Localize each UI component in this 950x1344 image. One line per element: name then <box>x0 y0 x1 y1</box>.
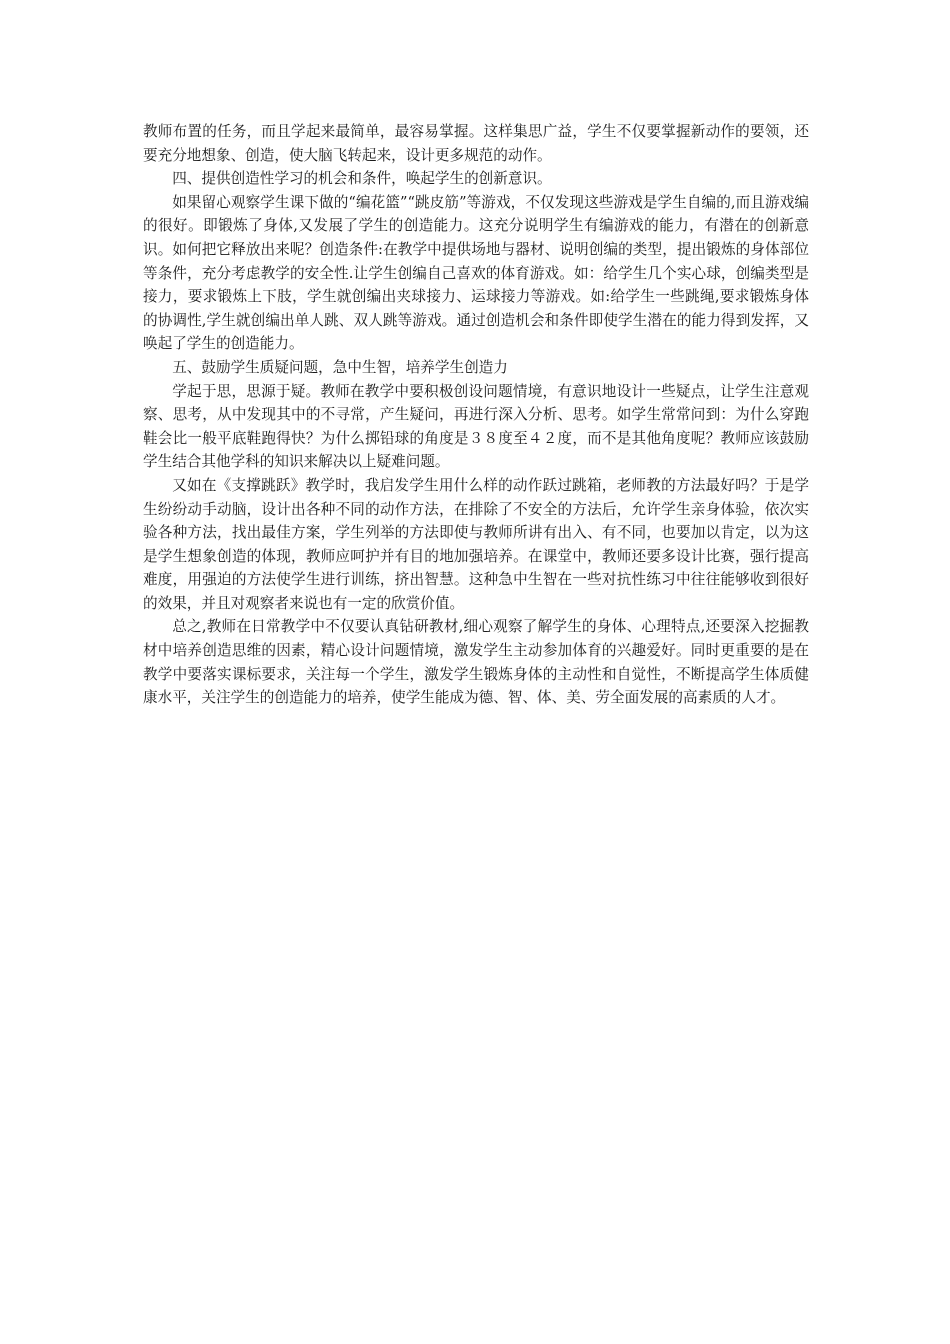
paragraph: 又如在《支撑跳跃》教学时，我启发学生用什么样的动作跃过跳箱，老师教的方法最好吗？于是学生纷纷动手动脑，设计出各种不同的动作方法，在排除了不安全的方法后，允许学生亲身体验，依次实验各种方法，找出最佳方案，学生列举的方法即使与教师所讲有出入、有不同，也要加以肯定，以为这是学生想象创造的体现，教师应呵护并有目的地加强培养。在课堂中，教师还要多设计比赛，强行提高难度，用强迫的方法使学生进行训练，挤出智慧。这种急中生智在一些对抗性练习中往往能够收到很好的效果，并且对观察者来说也有一定的欣赏价值。 <box>143 476 809 612</box>
paragraph-continuation: 教师布置的任务，而且学起来最简单，最容易掌握。这样集思广益，学生不仅要掌握新动作的要领，还要充分地想象、创造，使大脑飞转起来，设计更多规范的动作。 <box>143 123 809 164</box>
section-heading-five: 五、鼓励学生质疑问题，急中生智，培养学生创造力 <box>172 358 508 376</box>
paragraph: 如果留心观察学生课下做的“编花篮”“跳皮筋”等游戏，不仅发现这些游戏是学生自编的,而且游戏编的很好。即锻炼了身体,又发展了学生的创造能力。这充分说明学生有编游戏的能力，有潜在的创新意识。如何把它释放出来呢？创造条件:在教学中提供场地与器材、说明创编的类型，提出锻炼的身体部位等条件，充分考虑教学的安全性.让学生创编自己喜欢的体育游戏。如：给学生几个实心球，创编类型是接力，要求锻炼上下肢，学生就创编出夹球接力、运球接力等游戏。如:给学生一些跳绳,要求锻炼身体的协调性,学生就创编出单人跳、双人跳等游戏。通过创造机会和条件即使学生潜在的能力得到发挥，又唤起了学生的创造能力。 <box>143 193 809 353</box>
document-body <box>143 120 809 710</box>
paragraph: 学起于思，思源于疑。教师在教学中要积极创设问题情境，有意识地设计一些疑点，让学生注意观察、思考，从中发现其中的不寻常，产生疑问，再进行深入分析、思考。如学生常常问到：为什么穿跑鞋会比一般平底鞋跑得快？为什么掷铅球的角度是３８度至４２度，而不是其他角度呢？教师应该鼓励学生结合其他学科的知识来解决以上疑难问题。 <box>143 382 809 471</box>
paragraph-conclusion: 总之,教师在日常教学中不仅要认真钻研教材,细心观察了解学生的身体、心理特点,还要深入挖掘教材中培养创造思维的因素，精心设计问题情境，激发学生主动参加体育的兴趣爱好。同时更重要的是在教学中要落实课标要求，关注每一个学生，激发学生锻炼身体的主动性和自觉性，不断提高学生体质健康水平，关注学生的创造能力的培养，使学生能成为德、智、体、美、劳全面发展的高素质的人才。 <box>143 618 809 707</box>
section-heading-four: 四、提供创造性学习的机会和条件，唤起学生的创新意识。 <box>172 170 552 188</box>
